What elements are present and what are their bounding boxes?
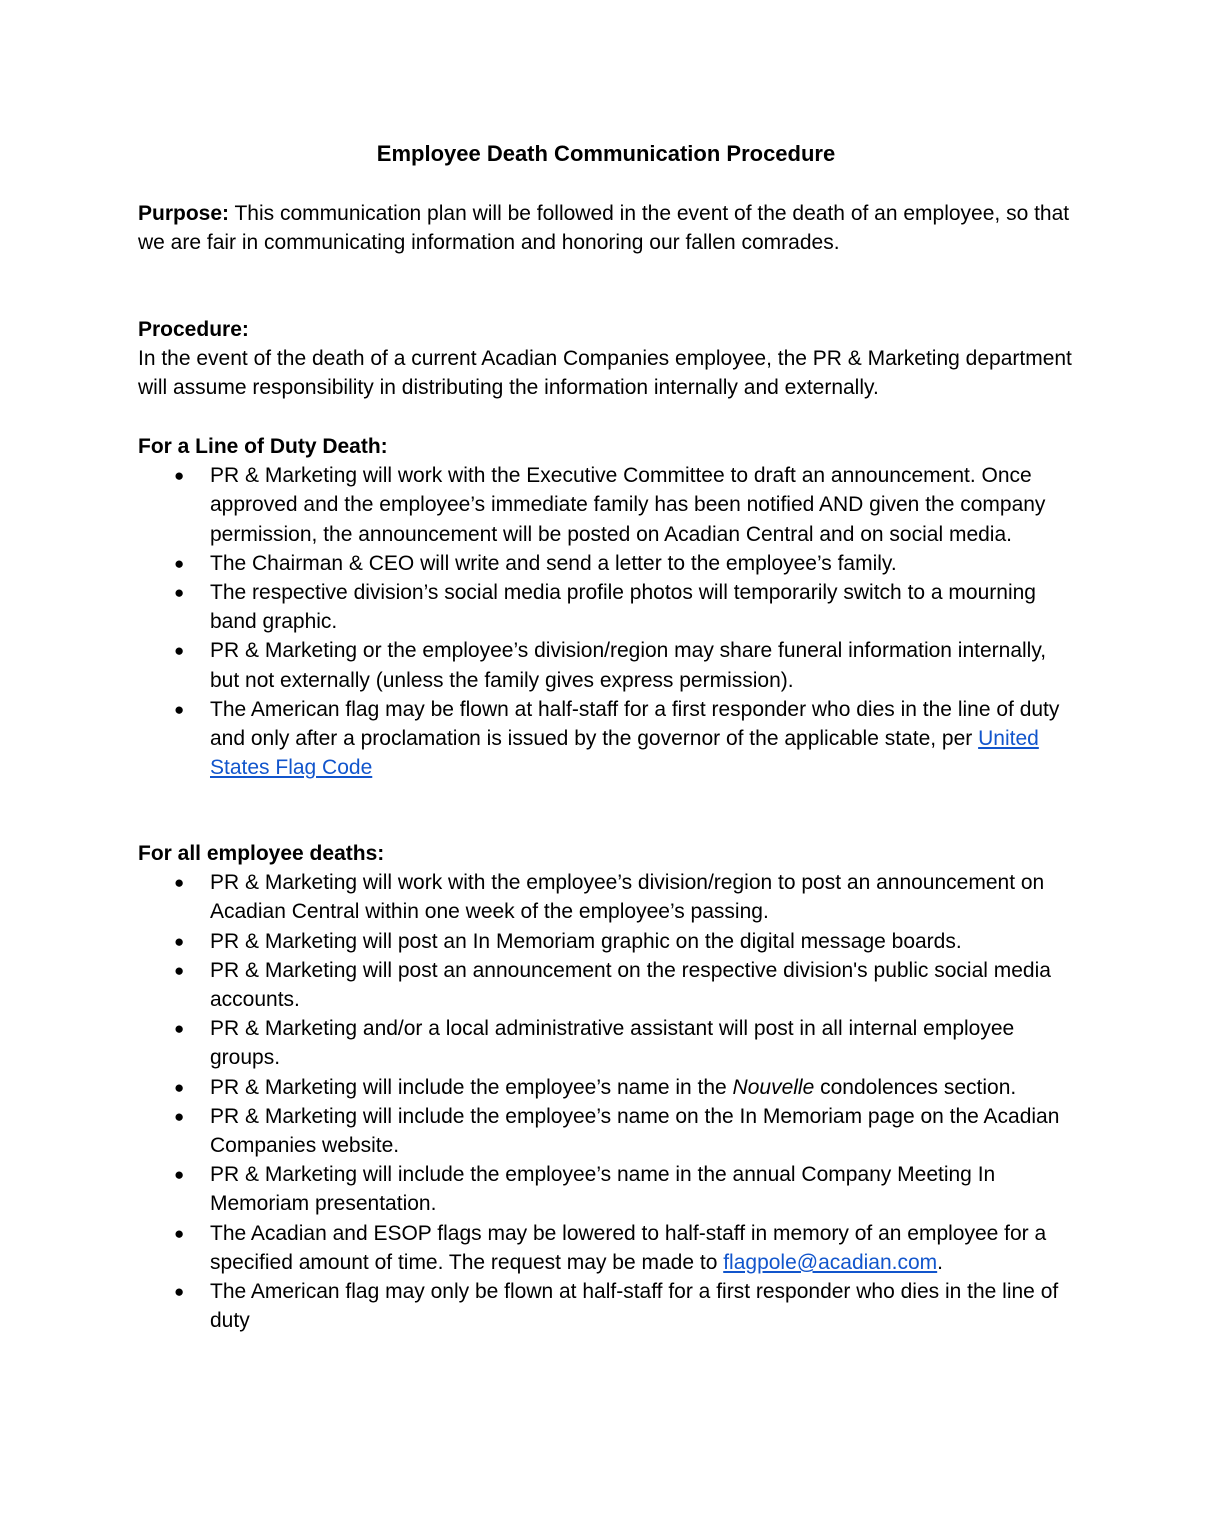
list-item-text: The American flag may only be flown at half-staff for a first responder who dies in the line of duty bbox=[210, 1280, 1059, 1333]
list-item-text: . bbox=[937, 1250, 944, 1274]
bullet-icon: ● bbox=[174, 960, 185, 980]
procedure-text: In the event of the death of a current Acadian Companies employee, the PR & Marketing department will assume responsibility in distributing the information internally and externally. bbox=[138, 347, 1072, 400]
list-item bbox=[138, 636, 1074, 694]
bullet-icon: ● bbox=[174, 1165, 185, 1185]
bullet-icon: ● bbox=[174, 553, 185, 573]
nouvelle-publication-name: Nouvelle bbox=[732, 1075, 815, 1099]
list-item-text: PR & Marketing will work with the employee’s division/region to post an announcement on Acadian Central within one week of the employee’s passing. bbox=[210, 871, 1045, 924]
list-item-text: PR & Marketing will post an announcement on the respective division's public social media accounts. bbox=[210, 958, 1051, 1012]
list-item bbox=[138, 868, 1074, 926]
procedure-heading: Procedure: bbox=[138, 318, 249, 341]
all-deaths-list bbox=[138, 868, 1074, 1335]
all-deaths-heading: For all employee deaths: bbox=[138, 842, 385, 865]
all-deaths-section bbox=[138, 839, 1074, 1335]
line-of-duty-list bbox=[138, 461, 1074, 782]
list-item-text: PR & Marketing and/or a local administrative assistant will post in all internal employee groups. bbox=[210, 1017, 1015, 1070]
list-item bbox=[138, 1277, 1074, 1335]
bullet-icon: ● bbox=[174, 1077, 185, 1097]
flag-code-link[interactable]: United States Flag Code bbox=[210, 727, 1039, 780]
bullet-icon: ● bbox=[174, 466, 185, 486]
list-item bbox=[138, 927, 1074, 956]
bullet-icon: ● bbox=[174, 1106, 185, 1126]
bullet-icon: ● bbox=[174, 873, 185, 893]
list-item-text: PR & Marketing will include the employee’s name on the In Memoriam page on the Acadian Companies website. bbox=[210, 1104, 1060, 1158]
list-item bbox=[138, 578, 1074, 636]
bullet-icon: ● bbox=[174, 1019, 185, 1039]
bullet-icon: ● bbox=[174, 1223, 185, 1243]
purpose-label: Purpose: bbox=[138, 202, 230, 225]
list-item-text: PR & Marketing will include the employee’s name in the annual Company Meeting In Memoriam presentation. bbox=[210, 1163, 996, 1216]
purpose-text: This communication plan will be followed in the event of the death of an employee, so that we are fair in communicating information and honoring our fallen comrades. bbox=[138, 202, 1070, 255]
procedure-section bbox=[138, 315, 1074, 403]
list-item-text: The respective division’s social media profile photos will temporarily switch to a mourning band graphic. bbox=[210, 581, 1036, 634]
list-item bbox=[138, 695, 1074, 783]
line-of-duty-section bbox=[138, 432, 1074, 782]
list-item-text: The Chairman & CEO will write and send a letter to the employee’s family. bbox=[210, 551, 897, 575]
line-of-duty-heading: For a Line of Duty Death: bbox=[138, 435, 388, 458]
bullet-icon: ● bbox=[174, 641, 185, 661]
list-item-text: The Acadian and ESOP flags may be lowered to half-staff in memory of an employee for a specified amount of time. The request may be made to bbox=[210, 1221, 1047, 1274]
list-item-text: The American flag may be flown at half-staff for a first responder who dies in the line of duty and only after a proclamation is issued by the governor of the applicable state, per bbox=[210, 697, 1060, 751]
list-item bbox=[138, 1014, 1074, 1072]
document-title: Employee Death Communication Procedure bbox=[376, 141, 836, 166]
list-item-text: PR & Marketing will work with the Executive Committee to draft an announcement. Once approved and the employee’s immediate family has been notified AND given the company permission, the announcement will be posted on Acadian Central and on social media. bbox=[210, 464, 1046, 546]
list-item-text: condolences section. bbox=[814, 1075, 1017, 1099]
bullet-icon: ● bbox=[174, 1282, 185, 1302]
list-item bbox=[138, 1160, 1074, 1218]
list-item bbox=[138, 956, 1074, 1014]
list-item bbox=[138, 1102, 1074, 1160]
list-item bbox=[138, 461, 1074, 549]
list-item bbox=[138, 1073, 1074, 1102]
list-item bbox=[138, 1219, 1074, 1277]
bullet-icon: ● bbox=[174, 699, 185, 719]
bullet-icon: ● bbox=[174, 931, 185, 951]
list-item-text: PR & Marketing will post an In Memoriam graphic on the digital message boards. bbox=[210, 929, 962, 953]
list-item bbox=[138, 549, 1074, 578]
list-item-text: PR & Marketing will include the employee’s name in the bbox=[210, 1075, 733, 1099]
bullet-icon: ● bbox=[174, 583, 185, 603]
purpose-paragraph bbox=[138, 199, 1074, 257]
flagpole-email-link[interactable]: flagpole@acadian.com bbox=[723, 1250, 938, 1274]
list-item-text: PR & Marketing or the employee’s division/region may share funeral information internally, but not externally (unless the family gives express permission). bbox=[210, 639, 1047, 692]
